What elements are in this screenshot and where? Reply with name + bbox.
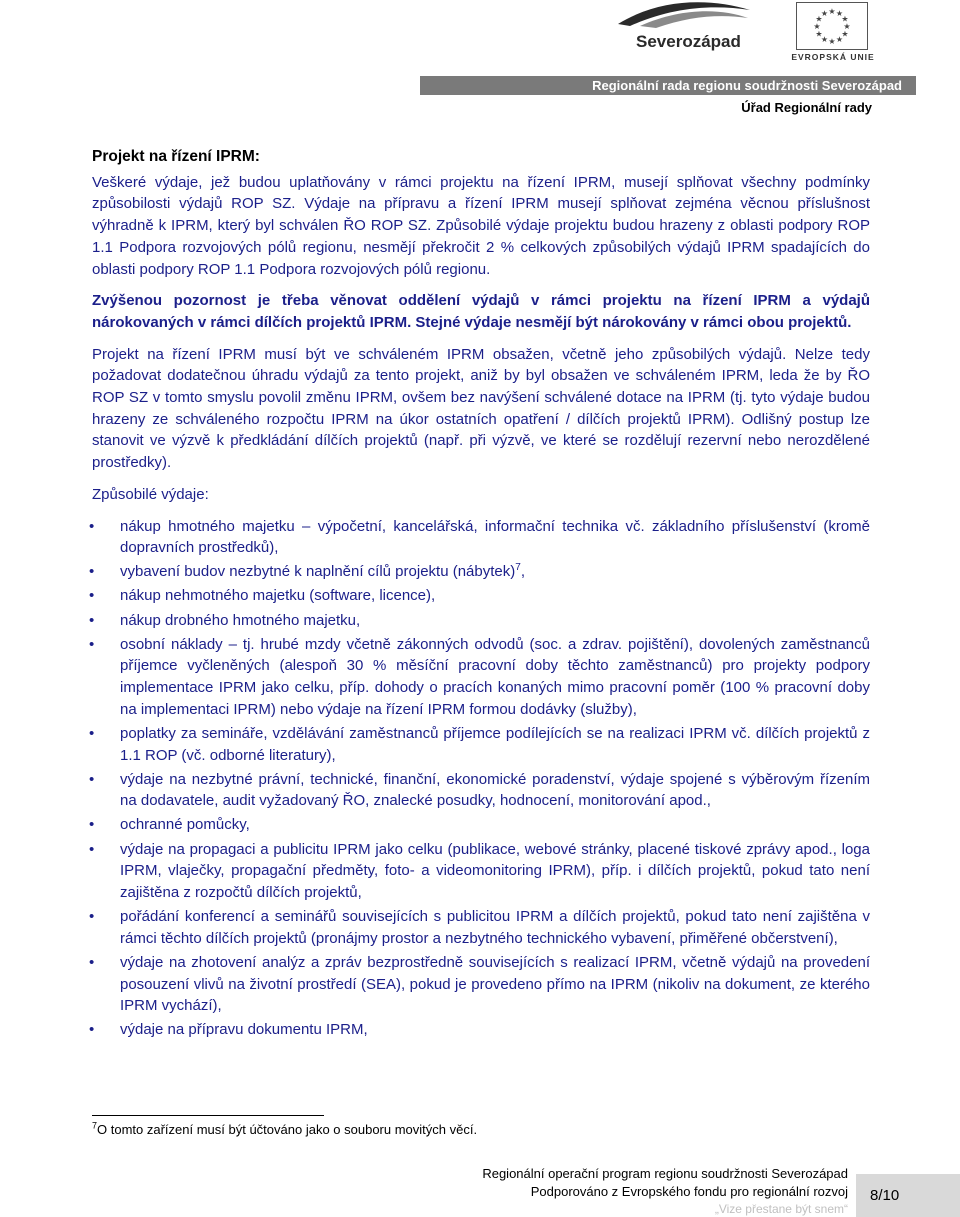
list-item: • nákup hmotného majetku – výpočetní, kancelářská, informační technika vč. základního příslušenství (kromě dopravních prostředků), <box>89 517 870 557</box>
footnote <box>92 1122 477 1137</box>
header-band: Regionální rada regionu soudržnosti Severozápad <box>420 76 916 95</box>
list-item: • výdaje na přípravu dokumentu IPRM, <box>92 1019 870 1041</box>
paragraph-1: Veškeré výdaje, jež budou uplatňovány v rámci projektu na řízení IPRM, musejí splňovat všechny podmínky způsobilosti výdajů ROP SZ. Výdaje na přípravu a řízení IPRM musejí splňovat zejména věcnou příslušnost výhradně k IPRM, který byl schválen ŘO ROP SZ. Způsobilé výdaje projektu budou hrazeny z oblasti podpory ROP 1.1 Podpora rozvojových pólů regionu, nesmějí překročit 2 % celkových způsobilých výdajů IPRM spadajících do oblasti podpory ROP 1.1 Podpora rozvojových pólů regionu. <box>92 173 870 278</box>
bullet-icon: • <box>89 1021 95 1039</box>
footer-fund: Podporováno z Evropského fondu pro regionální rozvoj <box>530 1184 848 1199</box>
bullet-icon: • <box>89 611 95 629</box>
bullet-icon: • <box>89 724 95 742</box>
eu-star-icon: ★ <box>841 29 849 39</box>
eu-star-icon: ★ <box>828 7 836 16</box>
bullet-icon: • <box>89 840 95 858</box>
eu-star-icon: ★ <box>835 9 844 19</box>
eu-label: EVROPSKÁ UNIE <box>791 52 875 62</box>
eligible-expenses-list <box>89 516 870 1041</box>
list-item: • poplatky za semináře, vzdělávání zaměstnanců příjemce podílejících se na realizaci IPRM vč. dílčích projektů z 1.1 ROP (vč. odborné literatury), <box>89 724 870 764</box>
eu-star-icon: ★ <box>820 34 829 44</box>
section-heading: Projekt na řízení IPRM: <box>92 148 260 165</box>
severozapad-logo-swoosh-icon <box>600 0 758 60</box>
bullet-icon: • <box>89 517 95 535</box>
list-item: • nákup drobného hmotného majetku, <box>92 610 870 632</box>
eu-star-icon: ★ <box>835 34 844 44</box>
bullet-icon: • <box>89 953 95 971</box>
eu-star-icon: ★ <box>828 37 836 46</box>
list-item: • výdaje na propagaci a publicitu IPRM jako celku (publikace, webové stránky, placené tiskové zprávy apod., loga IPRM, vlaječky, propagační předměty, foto- a videomonitoring IPRM), příp. i dílčích projektů, pokud tato není zajištěna z rozpočtů dílčích projektů, <box>89 840 870 901</box>
bullet-icon: • <box>89 635 95 653</box>
list-item: • ochranné pomůcky, <box>92 814 870 836</box>
bullet-icon: • <box>89 908 95 926</box>
list-item: • vybavení budov nezbytné k naplnění cílů projektu (nábytek)$^7$, <box>92 561 870 583</box>
page-number: 8/10 <box>856 1174 960 1217</box>
eu-star-icon: ★ <box>843 22 851 31</box>
footnote-text: O tomto zařízení musí být účtováno jako o souboru movitých věcí. <box>97 1122 478 1137</box>
list-item: • nákup nehmotného majetku (software, licence), <box>92 585 870 607</box>
eu-star-icon: ★ <box>813 22 821 31</box>
footnote-ref[interactable]: 7 <box>515 562 521 574</box>
footnote-separator <box>92 1115 324 1116</box>
bullet-icon: • <box>89 563 95 581</box>
bullet-icon: • <box>89 587 95 605</box>
footnote-number: 7 <box>92 1120 98 1131</box>
eu-flag-icon <box>796 2 868 50</box>
paragraph-2-emphasis: Zvýšenou pozornost je třeba věnovat oddělení výdajů v rámci projektu na řízení IPRM a výdajů nárokovaných v rámci dílčích projektů IPRM. Stejné výdaje nesmějí být nárokovány v rámci obou projektů. <box>92 292 870 331</box>
eligible-expenses-title: Způsobilé výdaje: <box>92 485 209 503</box>
bullet-icon: • <box>89 816 95 834</box>
severozapad-logo <box>600 0 758 60</box>
paragraph-3: Projekt na řízení IPRM musí být ve schváleném IPRM obsažen, včetně jeho způsobilých výdajů. Nelze tedy požadovat dodatečnou úhradu výdajů za tento projekt, aniž by byl obsažen ve schváleném IPRM, leda že by ŘO ROP SZ v tomto smyslu povolil změnu IPRM, ovšem bez navýšení schválené dotace na IPRM (tj. tyto výdaje budou hrazeny ze schváleného rozpočtu IPRM na úkor ostatních opatření / dílčích projektů IPRM). Odlišný postup lze stanovit ve výzvě k předkládání dílčích projektů (např. při výzvě, ve které se rozdělují rezervní nebo nerozdělené prostředky). <box>92 345 870 472</box>
list-item: • výdaje na zhotovení analýz a zpráv bezprostředně souvisejících s realizací IPRM, včetně výdajů na provedení posouzení vlivů na životní prostředí (SEA), pokud je provedeno přímo na IPRM (nikoliv na dokument, ze kterého IPRM vychází), <box>89 953 870 1015</box>
eu-star-icon: ★ <box>815 14 823 24</box>
logo-text: Severozápad <box>636 32 741 51</box>
list-item: • pořádání konferencí a seminářů souvisejících s publicitou IPRM a dílčích projektů, pokud tato není zajištěna v rámci těchto dílčích projektů (pronájmy prostor a nezbytného technického vybavení, přiměřené občerstvení), <box>89 908 870 947</box>
eu-star-icon: ★ <box>841 14 849 24</box>
footer-program: Regionální operační program regionu soudržnosti Severozápad <box>482 1166 848 1181</box>
header-subtitle: Úřad Regionální rady <box>741 100 872 115</box>
eu-star-icon: ★ <box>820 9 829 19</box>
eu-star-icon: ★ <box>815 29 823 39</box>
list-item: • osobní náklady – tj. hrubé mzdy včetně zákonných odvodů (soc. a zdrav. pojištění), dovolených zaměstnanců příjemce vyčleněných (alespoň 30 % měsíční pracovní doby těchto zaměstnanců) pro projekty podpory implementace IPRM jako celku, příp. dohody o pracích konaných mimo pracovní poměr (100 % pracovní doby na implementaci IPRM) nebo výdaje na řízení IPRM formou dodávky (služby), <box>89 635 870 718</box>
footer-motto: „Vize přestane být snem“ <box>714 1202 848 1216</box>
bullet-icon: • <box>89 770 95 788</box>
list-item: • výdaje na nezbytné právní, technické, finanční, ekonomické poradenství, výdaje spojené s výběrovým řízením na dodavatele, audit vyžadovaný ŘO, znalecké posudky, hodnocení, monitorování apod., <box>89 770 870 810</box>
eu-logo <box>790 2 876 66</box>
document-body <box>89 146 870 1043</box>
